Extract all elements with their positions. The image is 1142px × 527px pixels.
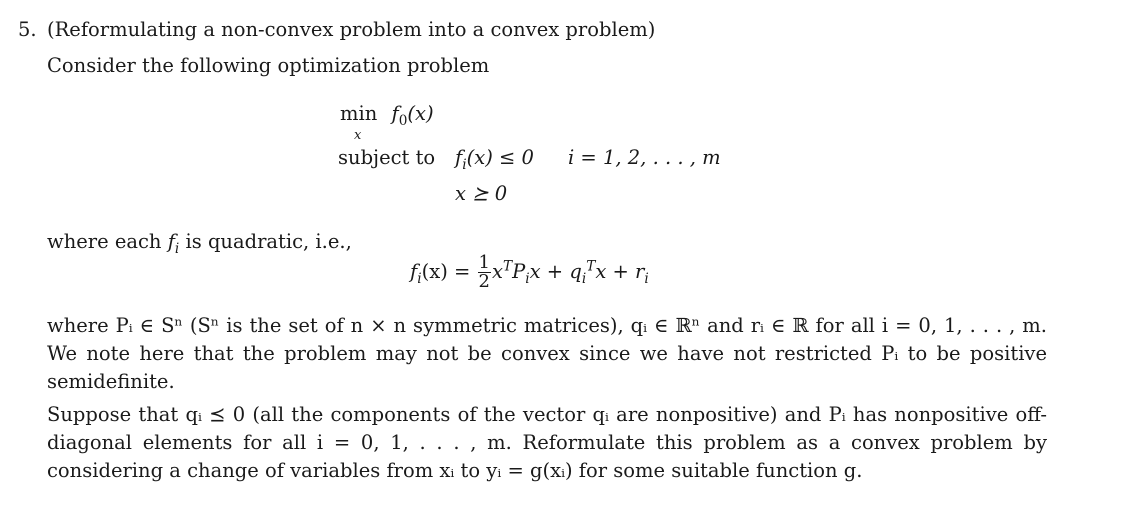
problem-intro: Consider the following optimization problem xyxy=(47,54,490,77)
task-paragraph: Suppose that qᵢ ⪯ 0 (all the components of the vector qᵢ are nonpositive) and Pᵢ has nonpositive off-diagonal elements for all i = 0, 1, . . . , m. Reformulate this problem as a convex problem by considering a change of variables from xᵢ to yᵢ = g(xᵢ) for some suitable function g. xyxy=(47,403,1047,482)
where-each-line: where each $f_i$ is quadratic, i.e., xyxy=(47,230,352,257)
constraint-2: x ⪰ 0 xyxy=(455,182,508,205)
min-subscript: x xyxy=(354,128,362,143)
min-operator: min xyxy=(340,102,378,125)
objective-row xyxy=(340,100,434,143)
quadratic-equation: $f_i(x)$ = $\frac{1}{2}$ $x^TP_ix + q_i^Tx + r_i$ xyxy=(410,252,649,292)
problem-number: 5. xyxy=(18,18,37,41)
subject-to-label: subject to xyxy=(338,146,436,169)
problem-title: (Reformulating a non-convex problem into a convex problem) xyxy=(47,18,656,41)
one-half-fraction: $\frac{1}{2}$ xyxy=(478,252,490,292)
definition-paragraph: where Pᵢ ∈ Sⁿ (Sⁿ is the set of n × n symmetric matrices), qᵢ ∈ ℝⁿ and rᵢ ∈ ℝ for all i = 0, 1, . . . , m. We note here that the problem may not be convex since we have not restricted Pᵢ to be positive semidefinite. xyxy=(47,314,1047,393)
constraint-1: $f_i(x) \le 0$ xyxy=(455,146,534,173)
objective-function: $f_0(x)$ xyxy=(391,102,434,129)
constraint-1-range: i = 1, 2, . . . , m xyxy=(568,146,721,169)
